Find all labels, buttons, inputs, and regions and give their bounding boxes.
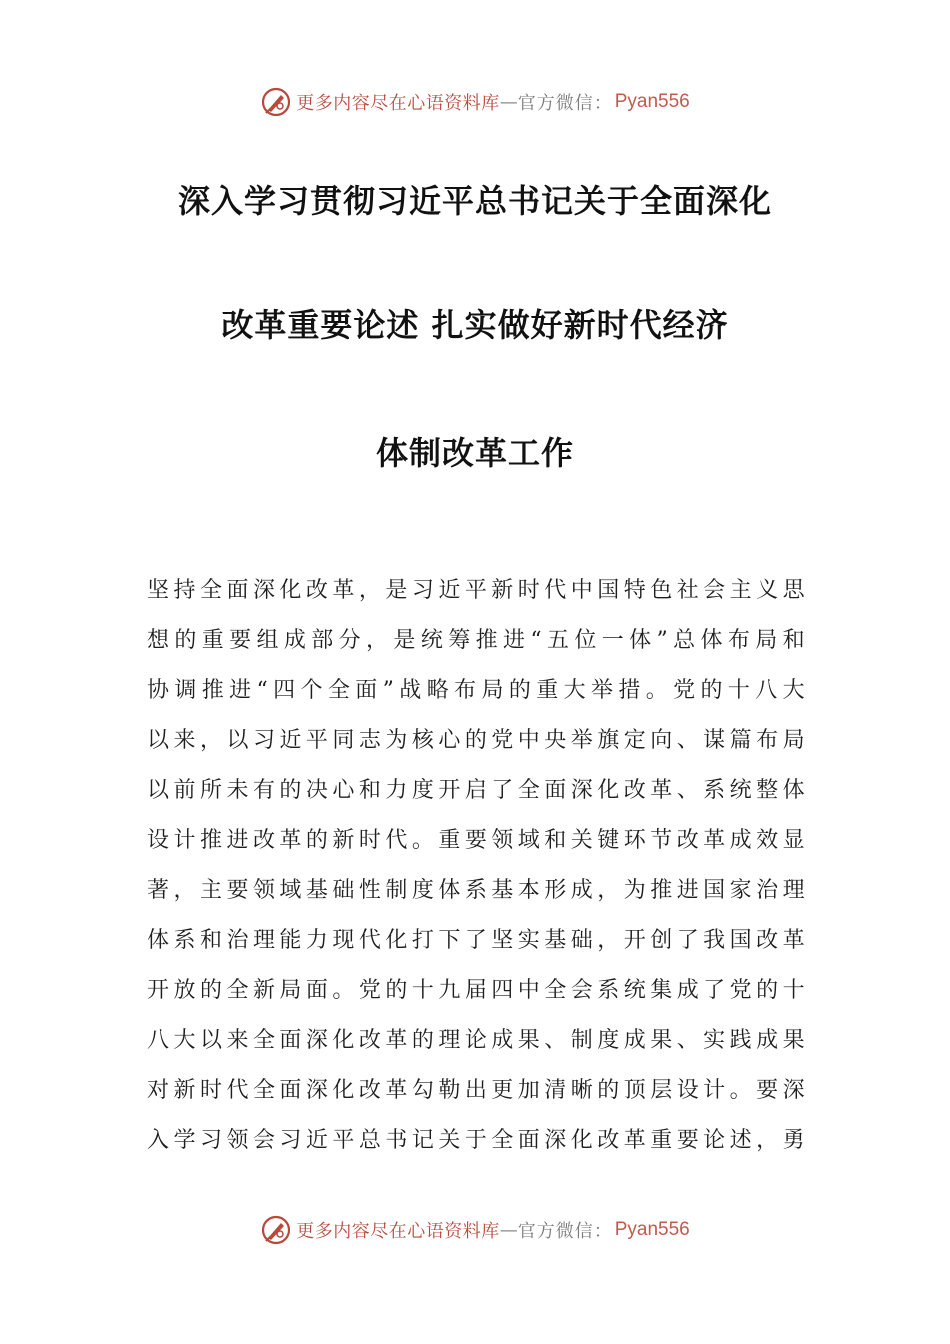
title-line-3: 体制改革工作	[375, 434, 574, 472]
body-line: 入学习领会习近平总书记关于全面深化改革重要论述，勇	[147, 1128, 805, 1153]
watermark-label: 官方微信：	[517, 1221, 613, 1242]
body-line: 想的重要组成部分，是统筹推进“五位一体”总体布局和	[147, 628, 805, 653]
body-line: 设计推进改革的新时代。重要领域和关键环节改革成效显	[147, 828, 805, 853]
watermark-label: 官方微信：	[517, 93, 613, 114]
body-line: 八大以来全面深化改革的理论成果、制度成果、实践成果	[147, 1028, 805, 1053]
quill-pen-icon	[260, 86, 292, 118]
body-line: 以前所未有的决心和力度开启了全面深化改革、系统整体	[147, 778, 805, 803]
watermark-main-text: 更多内容尽在心语资料库	[296, 93, 500, 114]
watermark-dash: —	[499, 1219, 518, 1241]
body-line: 坚持全面深化改革，是习近平新时代中国特色社会主义思	[147, 578, 805, 603]
body-line: 体系和治理能力现代化打下了坚实基础，开创了我国改革	[147, 928, 805, 953]
body-line: 对新时代全面深化改革勾勒出更加清晰的顶层设计。要深	[147, 1078, 805, 1103]
body-line: 著，主要领域基础性制度体系基本形成，为推进国家治理	[147, 878, 805, 903]
body-paragraph	[147, 566, 805, 1166]
watermark-dash: —	[499, 91, 518, 113]
watermark-wechat-id: Pyan556	[614, 91, 690, 112]
watermark-main-text: 更多内容尽在心语资料库	[296, 1221, 500, 1242]
watermark-banner-bottom	[0, 1210, 950, 1250]
watermark-banner-top	[0, 82, 950, 122]
body-line: 协调推进“四个全面”战略布局的重大举措。党的十八大	[147, 678, 805, 703]
title-line-1: 深入学习贯彻习近平总书记关于全面深化	[177, 182, 772, 220]
quill-pen-icon	[260, 1214, 292, 1246]
body-line: 以来，以习近平同志为核心的党中央举旗定向、谋篇布局	[147, 728, 805, 753]
watermark-wechat-id: Pyan556	[614, 1219, 690, 1240]
title-line-2: 改革重要论述 扎实做好新时代经济	[221, 306, 729, 344]
body-line: 开放的全新局面。党的十九届四中全会系统集成了党的十	[147, 978, 805, 1003]
